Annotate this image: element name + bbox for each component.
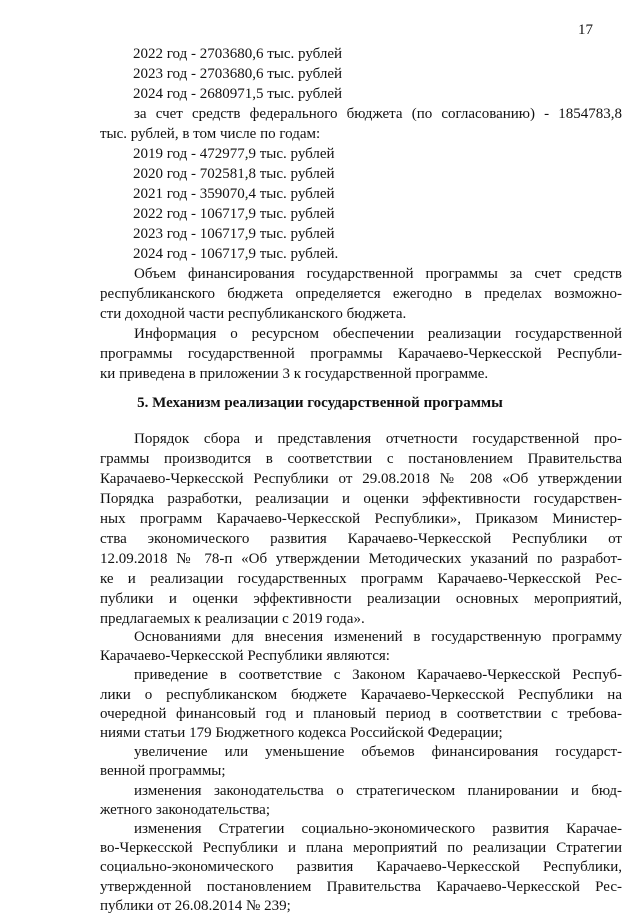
year-line: 2021 год - 359070,4 тыс. рублей bbox=[133, 186, 335, 202]
list-item-line: лики о республиканском бюджете Карачаево-Черкесской Республики на bbox=[100, 686, 622, 703]
paragraph-line: сти доходной части республиканского бюджета. bbox=[100, 306, 407, 322]
year-line: 2020 год - 702581,8 тыс. рублей bbox=[133, 166, 335, 182]
paragraph-line: публики и оценки эффективности реализации основных мероприятий, bbox=[100, 591, 622, 607]
list-item-line: изменения Стратегии социально-экономического развития Карачае- bbox=[134, 821, 622, 837]
paragraph-line: Информация о ресурсном обеспечении реализации государственной bbox=[134, 326, 622, 342]
list-item-line: социально-экономического развития Карачаево-Черкесской Республики, bbox=[100, 859, 622, 876]
list-item-line: ниями статьи 179 Бюджетного кодекса Российской Федерации; bbox=[100, 725, 503, 741]
list-item-line: утвержденной постановлением Правительства Карачаево-Черкесской Рес- bbox=[100, 878, 622, 895]
federal-budget-line: за счет средств федерального бюджета (по согласованию) - 1854783,8 bbox=[134, 106, 622, 122]
list-item-line: публики от 26.08.2014 № 239; bbox=[100, 897, 291, 914]
list-item-line: приведение в соответствие с Законом Карачаево-Черкесской Респуб- bbox=[134, 667, 622, 684]
list-item-line: изменения законодательства о стратегическом планировании и бюд- bbox=[134, 782, 622, 799]
paragraph-line: граммы производится в соответствии с постановлением Правительства bbox=[100, 451, 622, 467]
year-line: 2022 год - 2703680,6 тыс. рублей bbox=[133, 46, 343, 62]
paragraph-line: Порядка разработки, реализации и оценки эффективности государствен- bbox=[100, 491, 622, 507]
paragraph-line: республиканского бюджета определяется ежегодно в пределах возможно- bbox=[100, 286, 622, 302]
paragraph-line: программы государственной программы Карачаево-Черкесской Республи- bbox=[100, 346, 622, 362]
paragraph-line: Объем финансирования государственной программы за счет средств bbox=[134, 266, 622, 282]
paragraph-line: ке и реализации государственных программ Карачаево-Черкесской Рес- bbox=[100, 571, 622, 587]
year-line: 2024 год - 2680971,5 тыс. рублей bbox=[133, 86, 343, 102]
paragraph-line: Основаниями для внесения изменений в государственную программу bbox=[134, 629, 622, 645]
year-line: 2023 год - 106717,9 тыс. рублей bbox=[133, 226, 335, 242]
page-number: 17 bbox=[578, 22, 593, 38]
list-item-line: увеличение или уменьшение объемов финансирования государст- bbox=[134, 744, 622, 761]
year-line: 2023 год - 2703680,6 тыс. рублей bbox=[133, 66, 343, 82]
paragraph-line: Порядок сбора и представления отчетности государственной про- bbox=[134, 431, 622, 447]
list-item-line: очередной финансовый год и плановый период в соответствии с требова- bbox=[100, 705, 622, 722]
list-item-line: жетного законодательства; bbox=[100, 801, 271, 818]
paragraph-line: Карачаево-Черкесской Республики от 29.08.2018 № 208 «Об утверждении bbox=[100, 471, 622, 487]
paragraph-line: предлагаемых к реализации с 2019 года». bbox=[100, 611, 365, 627]
year-line: 2024 год - 106717,9 тыс. рублей. bbox=[133, 246, 339, 262]
paragraph-line: ства экономического развития Карачаево-Черкесской Республики от bbox=[100, 531, 622, 547]
list-item-line: во-Черкесской Республики и плана мероприятий по реализации Стратегии bbox=[100, 840, 622, 857]
year-line: 2019 год - 472977,9 тыс. рублей bbox=[133, 146, 335, 162]
federal-budget-line: тыс. рублей, в том числе по годам: bbox=[100, 126, 321, 142]
section-heading: 5. Механизм реализации государственной программы bbox=[137, 395, 503, 411]
paragraph-line: Карачаево-Черкесской Республики являются: bbox=[100, 648, 390, 665]
paragraph-line: 12.09.2018 № 78-п «Об утверждении Методических указаний по разработ- bbox=[100, 551, 622, 567]
paragraph-line: ки приведена в приложении 3 к государственной программе. bbox=[100, 366, 489, 382]
paragraph-line: ных программ Карачаево-Черкесской Республики», Приказом Министер- bbox=[100, 511, 622, 527]
year-line: 2022 год - 106717,9 тыс. рублей bbox=[133, 206, 335, 222]
list-item-line: венной программы; bbox=[100, 763, 226, 780]
